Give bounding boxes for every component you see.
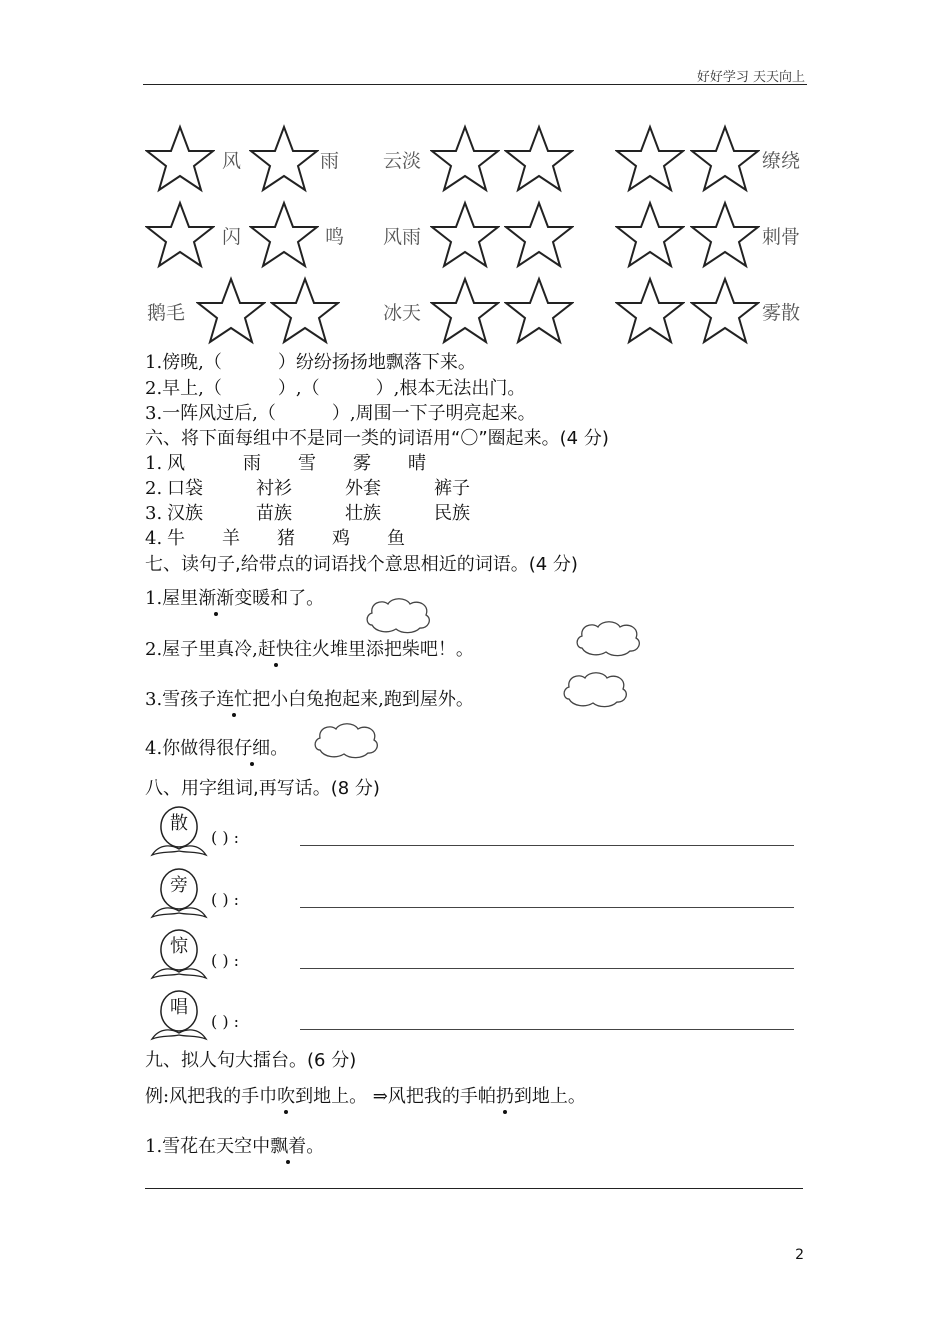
fill-sentence <box>145 348 476 374</box>
star-icon[interactable] <box>690 200 760 270</box>
sentence-text: 1.屋里 <box>145 588 199 609</box>
group-word[interactable]: 鱼 <box>387 528 405 549</box>
peach-character: 散 <box>170 813 188 834</box>
word-group <box>145 499 470 525</box>
word-paren[interactable]: ( ) : <box>211 828 240 847</box>
dotted-word: 吹 <box>277 1082 295 1108</box>
star-icon[interactable] <box>145 124 215 194</box>
word-paren[interactable]: ( ) : <box>211 951 240 970</box>
sentence-text: 3.一阵风过后,（ <box>145 403 276 424</box>
answer-cloud[interactable] <box>574 618 644 658</box>
sentence-text: 到地上。 <box>513 1086 586 1107</box>
exercise-sentence <box>145 1132 324 1158</box>
sentence-text: 例:风把我的手巾 <box>145 1086 278 1107</box>
header-text: 好好学习 天天向上 <box>696 70 805 85</box>
star-icon[interactable] <box>690 276 760 346</box>
dotted-word: 扔 <box>496 1082 514 1108</box>
word-group <box>145 524 405 550</box>
star-icon[interactable] <box>249 200 319 270</box>
group-word[interactable]: 壮族 <box>345 503 381 524</box>
writing-line[interactable] <box>300 968 794 969</box>
star-word: 雨 <box>320 150 340 172</box>
sentence-text: ）,周围一下子明亮起来。 <box>331 403 536 424</box>
star-icon[interactable] <box>615 276 685 346</box>
group-word[interactable]: 口袋 <box>167 478 203 499</box>
group-number: 2. <box>145 478 163 499</box>
star-icon[interactable] <box>430 276 500 346</box>
peach-char-icon <box>148 987 210 1045</box>
sentence-text: 往火堆里添把柴吧！。 <box>293 639 474 660</box>
sentence-text: 。 <box>306 1136 325 1157</box>
group-word[interactable]: 晴 <box>408 453 426 474</box>
dotted-word: 连忙 <box>216 685 252 711</box>
writing-line[interactable] <box>300 907 794 908</box>
section-8-title: 八、用字组词,再写话。(8 分) <box>145 778 380 799</box>
group-word[interactable]: 雪 <box>298 453 316 474</box>
group-word[interactable]: 猪 <box>277 528 295 549</box>
group-word[interactable]: 羊 <box>222 528 240 549</box>
dotted-word: 渐渐 <box>198 584 234 610</box>
group-word[interactable]: 牛 <box>167 528 185 549</box>
synonym-sentence <box>145 734 288 760</box>
star-word: 刺骨 <box>762 226 801 248</box>
group-word[interactable]: 雨 <box>243 453 261 474</box>
example-sentence <box>145 1082 586 1108</box>
star-word: 鸣 <box>325 226 345 248</box>
sentence-text: 到地上。 ⇒风把我的手帕 <box>295 1086 496 1107</box>
group-word[interactable]: 苗族 <box>256 503 292 524</box>
synonym-sentence <box>145 635 474 661</box>
synonym-sentence <box>145 685 474 711</box>
peach-character: 惊 <box>170 936 188 957</box>
dotted-word: 仔细 <box>234 734 270 760</box>
sentence-text: 4.你做得很 <box>145 738 235 759</box>
writing-line[interactable] <box>300 845 794 846</box>
sentence-text: 3.雪孩子 <box>145 689 217 710</box>
star-word: 风雨 <box>383 226 422 248</box>
sentence-text: 2.屋子里真冷, <box>145 639 258 660</box>
page-number: 2 <box>795 1247 804 1263</box>
star-word: 缭绕 <box>762 150 801 172</box>
star-icon[interactable] <box>430 124 500 194</box>
dotted-word: 飘着 <box>270 1132 306 1158</box>
peach-character: 唱 <box>170 997 188 1018</box>
writing-line[interactable] <box>300 1029 794 1030</box>
group-number: 3. <box>145 503 163 524</box>
star-icon[interactable] <box>196 276 266 346</box>
star-word: 闪 <box>222 226 242 248</box>
word-paren[interactable]: ( ) : <box>211 890 240 909</box>
star-icon[interactable] <box>504 276 574 346</box>
group-word[interactable]: 外套 <box>345 478 381 499</box>
group-number: 1. <box>145 453 163 474</box>
dotted-word: 赶快 <box>258 635 294 661</box>
star-word: 云淡 <box>383 150 422 172</box>
peach-char-icon <box>148 803 210 861</box>
header-divider <box>143 84 807 85</box>
sentence-text: ）,（ <box>277 378 320 399</box>
sentence-text: 变暖和了。 <box>234 588 325 609</box>
group-word[interactable]: 鸡 <box>332 528 350 549</box>
group-number: 4. <box>145 528 163 549</box>
answer-cloud[interactable] <box>312 720 382 760</box>
star-word: 鹅毛 <box>147 302 186 324</box>
fill-sentence <box>145 399 536 425</box>
star-word: 冰天 <box>383 302 422 324</box>
section-7-title: 七、读句子,给带点的词语找个意思相近的词语。(4 分) <box>145 554 578 575</box>
fill-sentence <box>145 374 525 400</box>
group-word[interactable]: 汉族 <box>167 503 203 524</box>
sentence-text: 1.傍晚,（ <box>145 352 222 373</box>
group-word[interactable]: 裤子 <box>434 478 470 499</box>
sentence-text: 2.早上,（ <box>145 378 222 399</box>
star-word: 风 <box>222 150 242 172</box>
group-word[interactable]: 衬衫 <box>256 478 292 499</box>
sentence-text: ）,根本无法出门。 <box>375 378 526 399</box>
sentence-text: ）纷纷扬扬地飘落下来。 <box>277 352 476 373</box>
star-icon[interactable] <box>690 124 760 194</box>
star-icon[interactable] <box>615 124 685 194</box>
star-icon[interactable] <box>430 200 500 270</box>
sentence-text: 。 <box>270 738 289 759</box>
group-word[interactable]: 雾 <box>353 453 371 474</box>
synonym-sentence <box>145 584 324 610</box>
answer-cloud[interactable] <box>561 669 631 709</box>
star-icon[interactable] <box>504 124 574 194</box>
sentence-text: 1.雪花在天空中 <box>145 1136 271 1157</box>
word-paren[interactable]: ( ) : <box>211 1012 240 1031</box>
group-word[interactable]: 风 <box>167 453 185 474</box>
star-icon[interactable] <box>615 200 685 270</box>
section-9-title: 九、拟人句大擂台。(6 分) <box>145 1050 357 1071</box>
star-icon[interactable] <box>249 124 319 194</box>
star-icon[interactable] <box>270 276 340 346</box>
peach-char-icon <box>148 926 210 984</box>
star-word: 雾散 <box>762 302 801 324</box>
peach-character: 旁 <box>170 875 188 896</box>
peach-char-icon <box>148 865 210 923</box>
word-group <box>145 474 470 500</box>
word-group <box>145 449 426 475</box>
group-word[interactable]: 民族 <box>434 503 470 524</box>
star-icon[interactable] <box>145 200 215 270</box>
answer-line[interactable] <box>145 1188 803 1189</box>
star-icon[interactable] <box>504 200 574 270</box>
answer-cloud[interactable] <box>364 595 434 635</box>
sentence-text: 把小白兔抱起来,跑到屋外。 <box>252 689 474 710</box>
section-6-title: 六、将下面每组中不是同一类的词语用“〇”圈起来。(4 分) <box>145 428 609 449</box>
